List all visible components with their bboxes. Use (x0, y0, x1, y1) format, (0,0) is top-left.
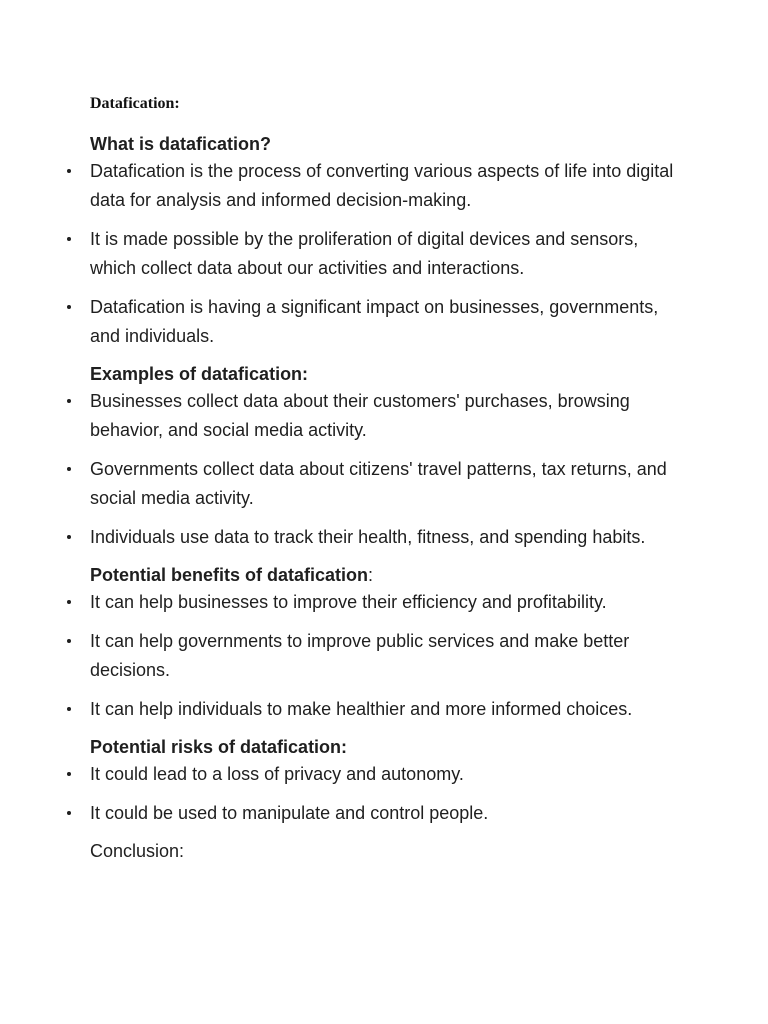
list-item (90, 387, 680, 455)
document-title: Datafication: (90, 95, 180, 112)
list-item-text: It can help governments to improve public services and make better decisions. (90, 631, 630, 680)
bullet-list-benefits (0, 588, 768, 734)
bullet-icon (67, 535, 71, 539)
section-heading-what-is: What is datafication? (90, 134, 272, 154)
list-item-text: Datafication is having a significant impact on businesses, governments, and individuals. (90, 297, 659, 346)
section-heading-benefits-colon: : (368, 565, 374, 585)
bullet-icon (67, 237, 71, 241)
list-item-text: Datafication is the process of converting various aspects of life into digital data for analysis and informed decision-making. (90, 161, 674, 210)
section-heading-benefits (90, 562, 768, 588)
list-item (90, 588, 680, 627)
bullet-list-risks (0, 760, 768, 838)
list-item (90, 760, 680, 799)
list-item (90, 627, 680, 695)
list-item (90, 455, 680, 523)
list-item-text: It could be used to manipulate and control people. (90, 803, 489, 823)
list-item-text: It can help businesses to improve their efficiency and profitability. (90, 592, 607, 612)
list-item-text: It is made possible by the proliferation of digital devices and sensors, which collect data about our activities and interactions. (90, 229, 639, 278)
bullet-icon (67, 639, 71, 643)
list-item (90, 695, 680, 734)
list-item-text: Individuals use data to track their health, fitness, and spending habits. (90, 527, 646, 547)
section-heading-risks: Potential risks of datafication: (90, 737, 348, 757)
list-item (90, 799, 680, 838)
bullet-icon (67, 467, 71, 471)
bullet-icon (67, 811, 71, 815)
bullet-icon (67, 399, 71, 403)
bullet-icon (67, 600, 71, 604)
bullet-icon (67, 707, 71, 711)
list-item-text: Businesses collect data about their customers' purchases, browsing behavior, and social media activity. (90, 391, 630, 440)
section-heading-examples: Examples of datafication: (90, 364, 309, 384)
list-item (90, 523, 680, 562)
bullet-icon (67, 169, 71, 173)
list-item-text: Governments collect data about citizens' travel patterns, tax returns, and social media activity. (90, 459, 667, 508)
document-body (0, 131, 768, 864)
bullet-icon (67, 305, 71, 309)
conclusion-heading: Conclusion: (90, 841, 185, 861)
list-item (90, 157, 680, 225)
list-item-text: It can help individuals to make healthier and more informed choices. (90, 699, 633, 719)
bullet-list-examples (0, 387, 768, 562)
list-item (90, 293, 680, 361)
bullet-list-what-is (0, 157, 768, 361)
bullet-icon (67, 772, 71, 776)
section-heading-benefits-text: Potential benefits of datafication (90, 565, 369, 585)
list-item-text: It could lead to a loss of privacy and autonomy. (90, 764, 464, 784)
list-item (90, 225, 680, 293)
